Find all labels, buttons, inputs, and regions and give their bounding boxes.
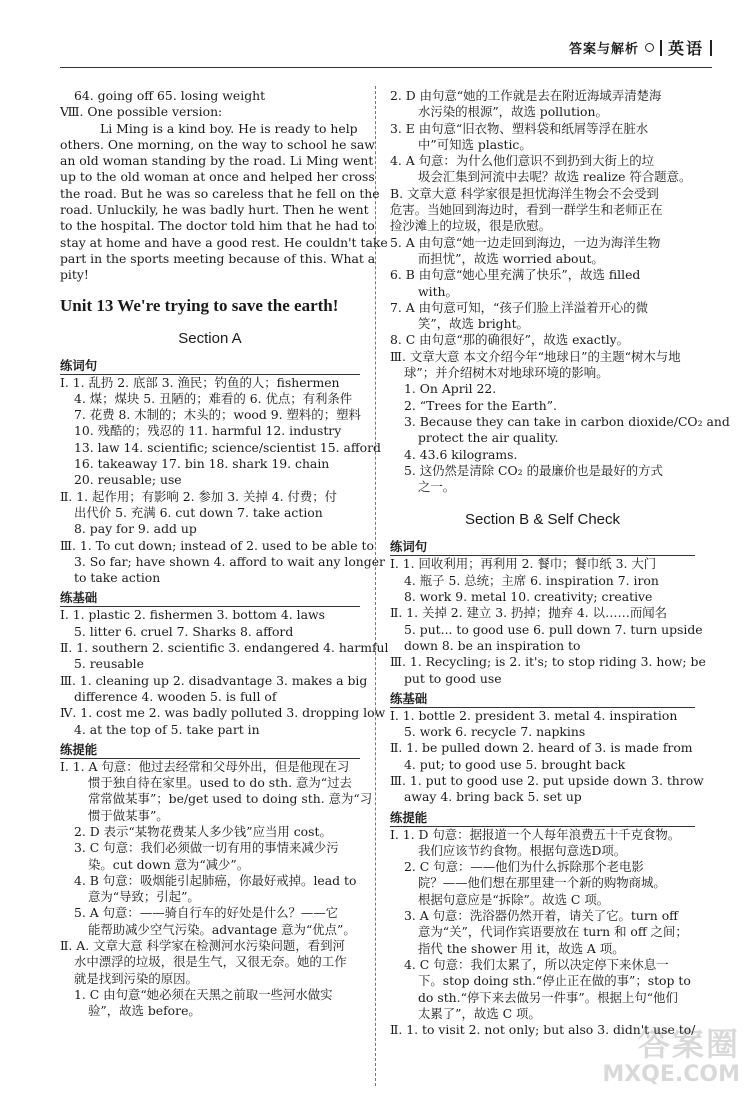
header-rule (60, 67, 712, 68)
answer-line: 10. 残酷的；残忍的 11. harmful 12. industry (74, 423, 342, 439)
answer-line: 常常做某事”；be/get used to doing sth. 意为“习 (88, 791, 373, 807)
answer-line: 8. work 9. metal 10. creativity; creative (404, 589, 653, 605)
answer-line: Ⅱ. 1. 关掉 2. 建立 3. 扔掉；抛弃 4. 以……而闻名 (390, 605, 668, 621)
answer-line: 能帮助减少空气污染。advantage 意为“优点”。 (88, 921, 356, 937)
section-title: Section A (178, 329, 242, 347)
answer-line: 圾会汇集到河流中去呢？故选 realize 符合题意。 (418, 169, 692, 185)
answer-line: 7. 花费 8. 木制的；木头的；wood 9. 塑料的；塑料 (74, 407, 361, 423)
header-circle-icon (645, 43, 654, 52)
answer-line: 4. put; to good use 5. brought back (404, 756, 626, 772)
answer-line: 4. 煤；煤块 5. 丑陋的；难看的 6. 优点；有利条件 (74, 390, 353, 406)
answer-line: 20. reusable; use (74, 472, 182, 488)
unit-title: Unit 13 We're trying to save the earth! (60, 295, 339, 315)
answer-line: 染。cut down 意为“减少”。 (88, 856, 250, 872)
answer-line: 2. D 表示“某物花费某人多少钱”应当用 cost。 (74, 823, 332, 839)
answer-line: 8. C 由句意“那的确很好”，故选 exactly。 (390, 332, 630, 348)
answer-line: Ⅱ. 1. 起作用；有影响 2. 参加 3. 关掉 4. 付费；付 (60, 488, 338, 504)
essay-line: an old woman standing by the road. Li Ming went (60, 153, 374, 169)
answer-line: 而担忧”，故选 worried about。 (418, 250, 604, 266)
answer-line: 5. 这仍然是清除 CO₂ 的最廉价也是最好的方式 (404, 462, 663, 478)
answer-line: 5. litter 6. cruel 7. Sharks 8. afford (74, 623, 294, 639)
answer-line: 5. A 句意：——骑自行车的好处是什么？——它 (74, 905, 339, 921)
answer-line: 水污染的根源”，故选 pollution。 (418, 104, 608, 120)
exercise-tag: 练提能 (60, 741, 360, 759)
essay-line: others. One morning, on the way to school he saw (60, 136, 375, 152)
answer-line: away 4. bring back 5. set up (404, 789, 582, 805)
left-column (60, 88, 389, 1020)
answer-line: 8. pay for 9. add up (74, 521, 197, 537)
answer-line: 4. B 句意：吸烟能引起肺癌，你最好戒掉。lead to (74, 872, 357, 888)
answer-line: with。 (418, 283, 458, 299)
header-bar-divider (660, 40, 662, 56)
answer-line: 5. A 由句意“她一边走回到海边，一边为海洋生物 (390, 234, 661, 250)
answer-line: 之一。 (418, 479, 456, 495)
answer-line: 根据句意应是“拆除”。故选 C 项。 (418, 891, 610, 907)
answer-line: 验”，故选 before。 (88, 1003, 201, 1019)
answer-line: 3. A 句意：洗浴器仍然开着，请关了它。turn off (404, 908, 678, 924)
answer-line: to take action (74, 570, 161, 586)
answer-line: Ⅰ. 1. 回收利用；再利用 2. 餐巾；餐巾纸 3. 大门 (390, 556, 657, 572)
answer-line: 2. “Trees for the Earth”. (404, 397, 557, 413)
answer-line: 捡沙滩上的垃圾，很是欣慰。 (390, 218, 552, 234)
answer-line: 中”可知选 plastic。 (418, 136, 532, 152)
answer-line: 4. 瓶子 5. 总统；主席 6. inspiration 7. iron (404, 572, 659, 588)
answer-line: 我们应该节约食物。根据句意选D项。 (418, 842, 627, 858)
exercise-tag: 练基础 (390, 690, 695, 708)
answer-line: Ⅲ. 文章大意 本文介绍今年“地球日”的主题“树木与地 (390, 348, 681, 364)
answer-line: 4. C 句意：我们太累了，所以决定停下来休息一 (404, 956, 669, 972)
header-subject: 英语 (667, 39, 704, 58)
answer-line: 下。stop doing sth.“停止正在做的事”；stop to (418, 973, 691, 989)
answer-line: 太累了”，故选 C 项。 (418, 1005, 541, 1021)
answer-line: 2. D 由句意“她的工作就是去在附近海域弄清楚海 (390, 88, 662, 103)
answer-line: Ⅷ. One possible version: (60, 104, 223, 120)
answer-line: 3. C 句意：我们必须做一切有用的事情来减少污 (74, 840, 339, 856)
answer-line: 1. C 由句意“她必须在天黑之前取一些河水做实 (74, 986, 333, 1002)
answer-line: down 8. be an inspiration to (404, 637, 581, 653)
answer-line: 5. put... to good use 6. pull down 7. turn upside (404, 621, 703, 637)
essay-line: pity! (60, 267, 89, 283)
watermark-logo (590, 1026, 740, 1096)
answer-line: 16. takeaway 17. bin 18. shark 19. chain (74, 456, 330, 472)
answer-line: B. 文章大意 科学家很是担忧海洋生物会不会受到 (390, 185, 659, 201)
exercise-tag: 练词句 (390, 538, 695, 556)
answer-line: Ⅲ. 1. put to good use 2. put upside down 3. throw (390, 772, 704, 788)
exercise-tag: 练词句 (60, 357, 360, 375)
header-bar-divider-right (710, 40, 712, 56)
answer-line: Ⅱ. 1. to visit 2. not only; but also 3. didn't use to/ (390, 1022, 696, 1038)
answer-line: Ⅱ. 1. southern 2. scientific 3. endangered 4. harmful (60, 640, 389, 656)
exercise-tag: 练基础 (60, 589, 360, 607)
answer-line: 球”；并介绍树木对地球环境的影响。 (404, 365, 609, 381)
answer-line: 意为“导致；引起”。 (88, 889, 200, 905)
essay-line: road. Unluckily, he was badly hurt. Then he went (60, 202, 369, 218)
answer-line: Ⅰ. 1. bottle 2. president 3. metal 4. inspiration (390, 707, 678, 723)
essay-line: up to the old woman at once and helped her cross (60, 169, 375, 185)
answer-line: do sth.“停下来去做另一件事”。根据上句“他们 (418, 989, 678, 1005)
essay-line: part in the sports meeting because of this. What a (60, 250, 376, 266)
answer-line: Ⅰ. 1. plastic 2. fishermen 3. bottom 4. laws (60, 607, 325, 623)
answer-line: 3. E 由句意“旧衣物、塑料袋和纸屑等浮在脏水 (390, 120, 649, 136)
answer-line: Ⅲ. 1. cleaning up 2. disadvantage 3. makes a big (60, 672, 368, 688)
answer-line: put to good use (404, 670, 502, 686)
answer-line: 笑”，故选 bright。 (418, 316, 529, 332)
watermark-en: MXQE.COM (602, 1062, 740, 1087)
right-column (390, 88, 730, 1038)
section-title: Section B & Self Check (464, 511, 621, 529)
answer-line: 就是找到污染的原因。 (74, 970, 198, 986)
answer-line: Ⅰ. 1. A 句意：他过去经常和父母外出，但是他现在习 (60, 758, 350, 774)
answer-line: 4. 43.6 kilograms. (404, 446, 518, 462)
page-header (0, 0, 750, 70)
header-subtitle: 答案与解析 (568, 42, 639, 57)
header-text (569, 36, 712, 59)
answer-line: Ⅰ. 1. D 句意：据报道一个人每年浪费五十千克食物。 (390, 826, 681, 842)
answer-line: 出代价 5. 充满 6. cut down 7. take action (74, 504, 323, 520)
essay-line: to the hospital. The doctor told him that he had to (60, 218, 375, 234)
answer-line: 1. On April 22. (404, 381, 497, 397)
answer-line: 64. going off 65. losing weight (74, 88, 266, 103)
answer-line: 惯于独自待在家里。used to do sth. 意为“过去 (88, 775, 352, 791)
answer-line: 4. A 句意：为什么他们意识不到扔到大街上的垃 (390, 153, 655, 169)
answer-line: 危害。当她回到海边时，看到一群学生和老师正在 (390, 202, 663, 218)
answer-line: 指代 the shower 用 it，故选 A 项。 (418, 940, 625, 956)
watermark-cn: 答案圈 (637, 1025, 740, 1063)
answer-line: 6. B 由句意“她心里充满了快乐”，故选 filled (390, 267, 641, 283)
answer-line: Ⅱ. 1. be pulled down 2. heard of 3. is made from (390, 740, 693, 756)
answer-line: difference 4. wooden 5. is full of (74, 688, 277, 704)
answer-line: 4. at the top of 5. take part in (74, 721, 260, 737)
answer-line: Ⅳ. 1. cost me 2. was badly polluted 3. dropping low (60, 705, 386, 721)
answer-line: Ⅲ. 1. To cut down; instead of 2. used to be able to (60, 537, 374, 553)
answer-line: 3. So far; have shown 4. afford to wait any longer (74, 553, 385, 569)
exercise-tag: 练提能 (390, 809, 695, 827)
answer-line: Ⅱ. A. 文章大意 科学家在检测河水污染问题，看到河 (60, 938, 345, 954)
answer-line: 意为“关”，代词作宾语要放在 turn 和 off 之间； (418, 924, 688, 940)
essay-line: stay at home and have a good rest. He couldn't take (60, 234, 388, 250)
answer-line: 院？——他们想在那里建一个新的购物商城。 (418, 875, 666, 891)
answer-line: Ⅰ. 1. 乱扔 2. 底部 3. 渔民；钓鱼的人；fishermen (60, 374, 340, 390)
essay-line: the road. But he was so careless that he fell on the (60, 185, 380, 201)
answer-line: 7. A 由句意可知，“孩子们脸上洋溢着开心的微 (390, 299, 649, 315)
answer-line: 惯于做某事”。 (88, 807, 169, 823)
answer-line: Ⅲ. 1. Recycling; is 2. it's; to stop riding 3. how; be (390, 654, 706, 670)
answer-line: 2. C 句意：——他们为什么拆除那个老电影 (404, 859, 644, 875)
essay-line: Li Ming is a kind boy. He is ready to help (100, 120, 358, 136)
answer-line: 3. Because they can take in carbon dioxide/CO₂ and (404, 413, 730, 429)
answer-line: protect the air quality. (418, 430, 559, 446)
answer-line: 5. work 6. recycle 7. napkins (404, 724, 586, 740)
answer-line: 5. reusable (74, 656, 144, 672)
answer-line: 水中漂浮的垃圾，很是生气，又很无奈。她的工作 (74, 954, 347, 970)
answer-line: 13. law 14. scientific; science/scientist 15. afford (74, 439, 381, 455)
